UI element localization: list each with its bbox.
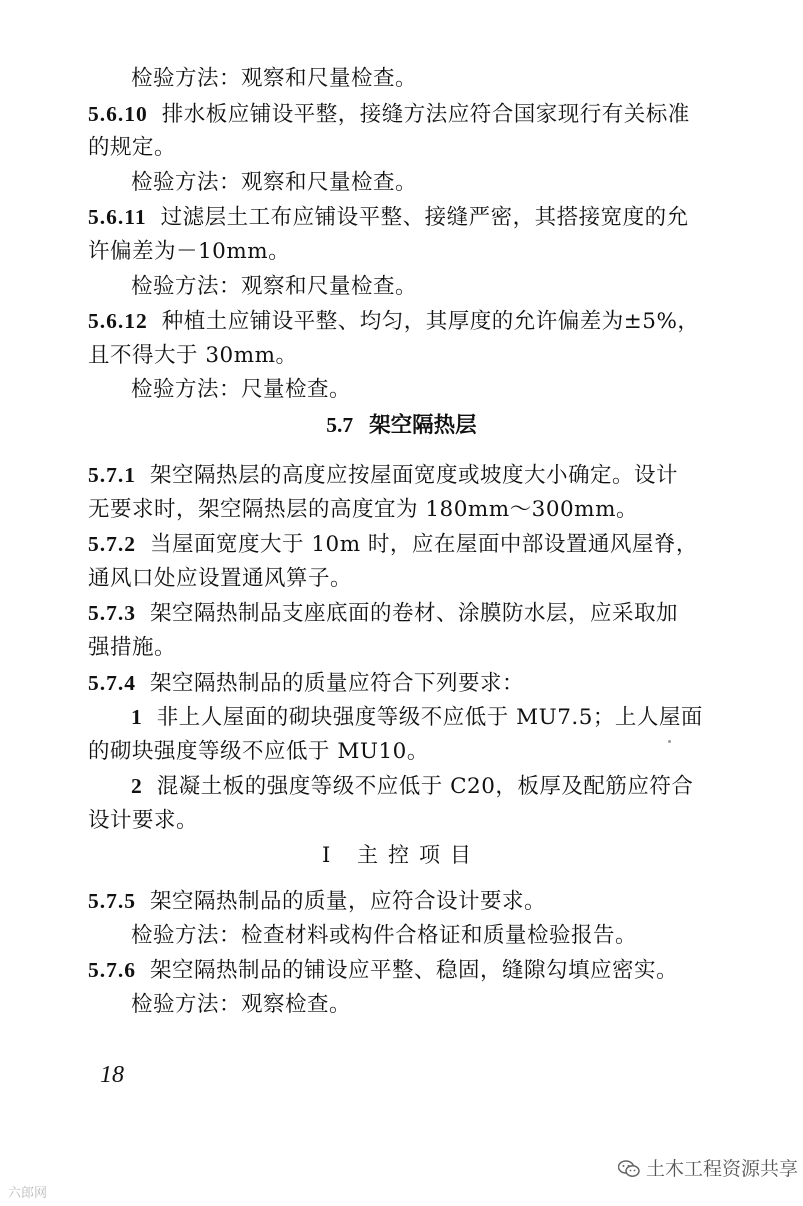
line-text: 强措施。 — [88, 635, 177, 660]
continuation-line — [88, 564, 708, 594]
line-text: 架空隔热制品支座底面的卷材、涂膜防水层，应采取加 — [150, 601, 679, 627]
clause-line — [88, 668, 708, 699]
line-text: 检验方法：观察和尺量检查。 — [131, 66, 418, 91]
section-number: 5.7 — [326, 413, 354, 437]
clause-number: 5.7.6 — [88, 958, 136, 983]
clause-number: 5.6.10 — [88, 101, 148, 126]
line-text: 检验方法：检查材料或构件合格证和质量检验报告。 — [131, 922, 638, 948]
inspection-method-line — [131, 168, 751, 198]
continuation-line — [88, 806, 708, 836]
list-item-line — [131, 771, 751, 802]
section-heading — [0, 410, 803, 441]
section-title: 架空隔热层 — [369, 413, 477, 438]
line-text: 无要求时，架空隔热层的高度宜为 180mm～300mm。 — [88, 496, 638, 522]
clause-line — [88, 460, 708, 491]
line-text: 的规定。 — [88, 135, 177, 161]
continuation-line — [88, 633, 708, 663]
continuation-line — [88, 495, 708, 525]
clause-number: 5.6.11 — [88, 205, 147, 230]
inspection-method-line — [131, 64, 751, 94]
continuation-line — [88, 341, 708, 371]
line-text: 架空隔热制品的铺设应平整、稳固，缝隙勾填应密实。 — [150, 958, 679, 984]
clause-number: 5.7.4 — [88, 670, 136, 695]
clause-line — [88, 202, 708, 233]
clause-line — [88, 529, 708, 560]
clause-number: 5.7.1 — [88, 463, 136, 487]
line-text: 种植土应铺设平整、均匀，其厚度的允许偏差为±5%， — [161, 309, 700, 335]
line-text: 许偏差为－10mm。 — [88, 239, 291, 264]
list-item-line — [131, 702, 751, 733]
clause-line — [88, 886, 708, 917]
wechat-watermark — [618, 1154, 798, 1181]
clause-line — [88, 306, 708, 337]
inspection-method-line — [131, 990, 751, 1020]
scan-speck — [668, 740, 671, 743]
clause-number: 5.7.5 — [88, 889, 136, 913]
clause-number: 5.7.2 — [88, 532, 136, 557]
inspection-method-line — [131, 375, 751, 405]
line-text: 架空隔热制品的质量，应符合设计要求。 — [150, 889, 547, 914]
line-text: 通风口处应设置通风箅子。 — [88, 565, 353, 591]
line-text: 的砌块强度等级不应低于 MU10。 — [88, 738, 429, 764]
line-text: 非上人屋面的砌块强度等级不应低于 MU7.5；上人屋面 — [156, 705, 703, 731]
watermark-text: 土木工程资源共享 — [646, 1158, 799, 1180]
line-text: 混凝土板的强度等级不应低于 C20，板厚及配筋应符合 — [156, 774, 694, 800]
clause-line — [88, 598, 708, 629]
clause-number: 5.6.12 — [88, 309, 148, 334]
line-text: 架空隔热制品的质量应符合下列要求： — [150, 670, 525, 696]
subsection-heading: Ⅰ 主控项目 — [322, 843, 481, 867]
clause-line — [88, 955, 708, 986]
clause-number: 1 — [131, 705, 143, 730]
corner-watermark: 六郎网 — [8, 1186, 48, 1201]
continuation-line — [88, 237, 708, 267]
line-text: 当屋面宽度大于 10m 时，应在屋面中部设置通风屋脊， — [150, 532, 698, 558]
line-text: 检验方法：观察和尺量检查。 — [131, 273, 418, 299]
clause-line — [88, 99, 708, 130]
line-text: 检验方法：观察和尺量检查。 — [131, 169, 418, 195]
line-text: 架空隔热层的高度应按屋面宽度或坡度大小确定。设计 — [150, 463, 679, 488]
clause-number: 2 — [131, 774, 143, 799]
line-text: 设计要求。 — [88, 808, 199, 833]
page-number: 18 — [100, 1062, 124, 1088]
line-text: 检验方法：观察检查。 — [131, 991, 352, 1017]
line-text: 且不得大于 30mm。 — [88, 342, 298, 368]
continuation-line — [88, 737, 708, 767]
inspection-method-line — [131, 921, 751, 951]
clause-number: 5.7.3 — [88, 601, 136, 626]
line-text: 排水板应铺设平整，接缝方法应符合国家现行有关标准 — [161, 101, 690, 127]
continuation-line — [88, 133, 708, 163]
line-text: 检验方法：尺量检查。 — [131, 377, 352, 403]
inspection-method-line — [131, 272, 751, 302]
line-text: 过滤层土工布应铺设平整、接缝严密，其搭接宽度的允 — [160, 205, 689, 231]
wechat-icon — [618, 1160, 640, 1178]
